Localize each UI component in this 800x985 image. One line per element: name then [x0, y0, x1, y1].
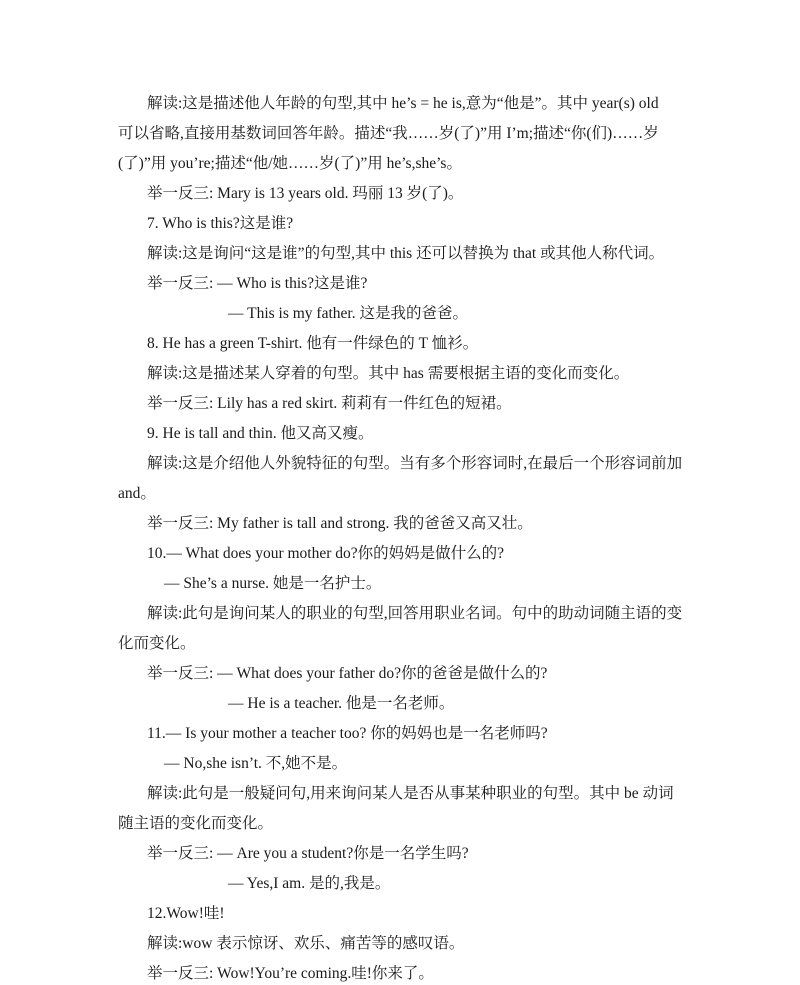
example-line: 举一反三: Wow!You’re coming.哇!你来了。: [147, 965, 434, 982]
sentence-answer: — No,she isn’t. 不,她不是。: [164, 755, 348, 772]
example-answer: — He is a teacher. 他是一名老师。: [228, 695, 455, 712]
sentence-heading: 8. He has a green T-shirt. 他有一件绿色的 T 恤衫。: [147, 335, 479, 352]
explanation-line: 化而变化。: [118, 635, 196, 652]
explanation-line: 解读:wow 表示惊讶、欢乐、痛苦等的感叹语。: [147, 935, 465, 952]
explanation-line: 解读:这是描述他人年龄的句型,其中 he’s = he is,意为“他是”。其中 year(s) old: [147, 95, 659, 112]
explanation-line: 可以省略,直接用基数词回答年龄。描述“我……岁(了)”用 I’m;描述“你(们)……岁: [118, 125, 659, 142]
example-line: 举一反三: — Are you a student?你是一名学生吗?: [147, 845, 469, 862]
sentence-heading: 10.— What does your mother do?你的妈妈是做什么的?: [147, 545, 505, 562]
example-line: 举一反三: My father is tall and strong. 我的爸爸又高又壮。: [147, 515, 533, 532]
explanation-line: 解读:此句是一般疑问句,用来询问某人是否从事某种职业的句型。其中 be 动词: [147, 785, 674, 802]
example-answer: — This is my father. 这是我的爸爸。: [228, 305, 468, 322]
explanation-line: (了)”用 you’re;描述“他/她……岁(了)”用 he’s,she’s。: [118, 155, 462, 172]
explanation-line: and。: [118, 485, 156, 502]
explanation-line: 随主语的变化而变化。: [118, 815, 274, 832]
example-line: 举一反三: Lily has a red skirt. 莉莉有一件红色的短裙。: [147, 395, 512, 412]
example-line: 举一反三: — Who is this?这是谁?: [147, 275, 368, 292]
example-answer: — Yes,I am. 是的,我是。: [228, 875, 391, 892]
explanation-line: 解读:这是描述某人穿着的句型。其中 has 需要根据主语的变化而变化。: [147, 365, 630, 382]
explanation-line: 解读:这是询问“这是谁”的句型,其中 this 还可以替换为 that 或其他人称代词。: [147, 245, 665, 262]
sentence-heading: 12.Wow!哇!: [147, 905, 225, 922]
sentence-heading: 7. Who is this?这是谁?: [147, 215, 294, 232]
example-line: 举一反三: — What does your father do?你的爸爸是做什么的?: [147, 665, 548, 682]
sentence-heading: 11.— Is your mother a teacher too? 你的妈妈也是一名老师吗?: [147, 725, 548, 742]
sentence-answer: — She’s a nurse. 她是一名护士。: [164, 575, 382, 592]
explanation-line: 解读:此句是询问某人的职业的句型,回答用职业名词。句中的助动词随主语的变: [147, 605, 683, 622]
sentence-heading: 9. He is tall and thin. 他又高又瘦。: [147, 425, 374, 442]
example-line: 举一反三: Mary is 13 years old. 玛丽 13 岁(了)。: [147, 185, 464, 202]
explanation-line: 解读:这是介绍他人外貌特征的句型。当有多个形容词时,在最后一个形容词前加: [147, 455, 683, 472]
